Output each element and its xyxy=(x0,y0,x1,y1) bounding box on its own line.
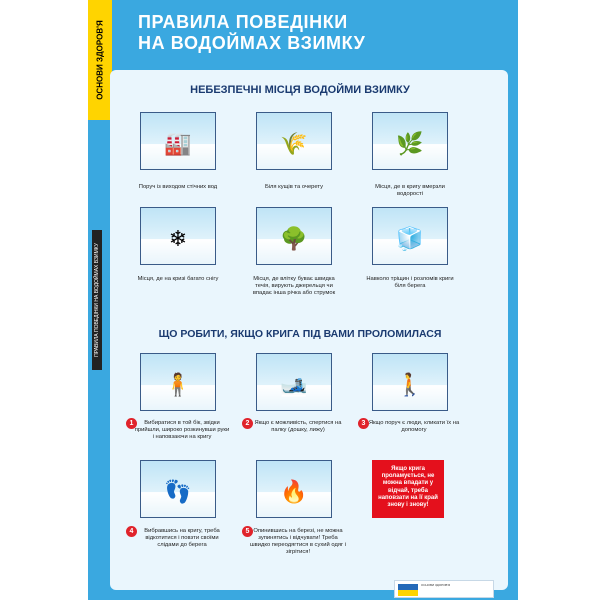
rescuer-icon: 🚶 xyxy=(396,371,424,397)
step-number-4: 4 xyxy=(126,526,137,537)
step-number-3: 3 xyxy=(358,418,369,429)
danger-caption-4: Місця, де на кризі багато снігу xyxy=(137,276,219,282)
warning-box: Якщо крига проламується, не можна впадати у відчай, треба наповзати на її край знову і знову! xyxy=(372,460,444,518)
action-caption-3: Якщо поруч є люди, кликати їх на допомогу xyxy=(368,420,460,433)
step-number-5: 5 xyxy=(242,526,253,537)
danger-image-6 xyxy=(372,207,448,265)
tracks-icon: 👣 xyxy=(164,478,192,504)
step-number-2: 2 xyxy=(242,418,253,429)
fireplace-icon: 🔥 xyxy=(280,478,308,504)
danger-image-2 xyxy=(256,112,332,170)
side-tab-label: ОСНОВИ ЗДОРОВ'Я xyxy=(95,20,105,100)
child-in-ice-icon: 🧍 xyxy=(164,371,192,397)
danger-image-1 xyxy=(140,112,216,170)
reeds-icon: 🌾 xyxy=(280,130,308,156)
action-image-2 xyxy=(256,353,332,411)
danger-caption-5: Місця, де влітку буває швидка течія, вирують джерельця чи впадає інша річка або струмок xyxy=(252,276,336,296)
danger-caption-3: Місця, де в кригу вмерзли водорості xyxy=(375,184,445,197)
action-image-1 xyxy=(140,353,216,411)
branches-icon: 🌿 xyxy=(396,130,424,156)
action-image-3 xyxy=(372,353,448,411)
child-with-ski-icon: 🎿 xyxy=(280,371,308,397)
danger-caption-6: Навколо тріщин і розломів криги біля берега xyxy=(366,276,454,289)
crack-icon: 🧊 xyxy=(396,225,424,251)
left-edge-label: ПРАВИЛА ПОВЕДІНКИ НА ВОДОЙМАХ ВЗИМКУ xyxy=(94,243,100,357)
left-edge-tab xyxy=(92,230,102,370)
action-caption-1: Вибиратися в той бік, звідки прийшли, широко розкинувши руки і наповзаючи на кригу xyxy=(134,420,230,440)
title-line-1: ПРАВИЛА ПОВЕДІНКИ xyxy=(138,12,348,32)
stream-icon: 🌳 xyxy=(280,225,308,251)
action-caption-2: Якщо є можливість, спертися на палку (дошку, лижу) xyxy=(254,420,342,433)
title-line-2: НА ВОДОЙМАХ ВЗИМКУ xyxy=(138,33,366,53)
danger-image-4 xyxy=(140,207,216,265)
action-image-5 xyxy=(256,460,332,518)
action-caption-5: Опинившись на березі, не можна зупинятись і відчувати! Треба швидко переодягтися в сухий одяг і зігрітися! xyxy=(250,528,346,555)
footer-label: ОСНОВИ ЗДОРОВ'Я xyxy=(421,583,451,587)
flag-icon xyxy=(398,584,418,596)
section2-heading: ЩО РОБИТИ, ЯКЩО КРИГА ПІД ВАМИ ПРОЛОМИЛАСЯ xyxy=(158,328,442,340)
danger-image-3 xyxy=(372,112,448,170)
action-image-4 xyxy=(140,460,216,518)
snow-icon: ❄ xyxy=(168,225,188,251)
danger-caption-1: Поруч із виходом стічних вод xyxy=(138,184,218,190)
action-caption-4: Вибравшись на кригу, треба відкотитися і повзти своїми слідами до берега xyxy=(144,528,220,548)
section1-heading: НЕБЕЗПЕЧНІ МІСЦЯ ВОДОЙМИ ВЗИМКУ xyxy=(190,84,410,96)
pipe-icon: 🏭 xyxy=(164,130,192,156)
page-title xyxy=(138,12,365,54)
side-tab xyxy=(88,0,112,120)
danger-image-5 xyxy=(256,207,332,265)
publisher-footer xyxy=(394,580,494,598)
danger-caption-2: Біля кущів та очерету xyxy=(264,184,324,190)
step-number-1: 1 xyxy=(126,418,137,429)
